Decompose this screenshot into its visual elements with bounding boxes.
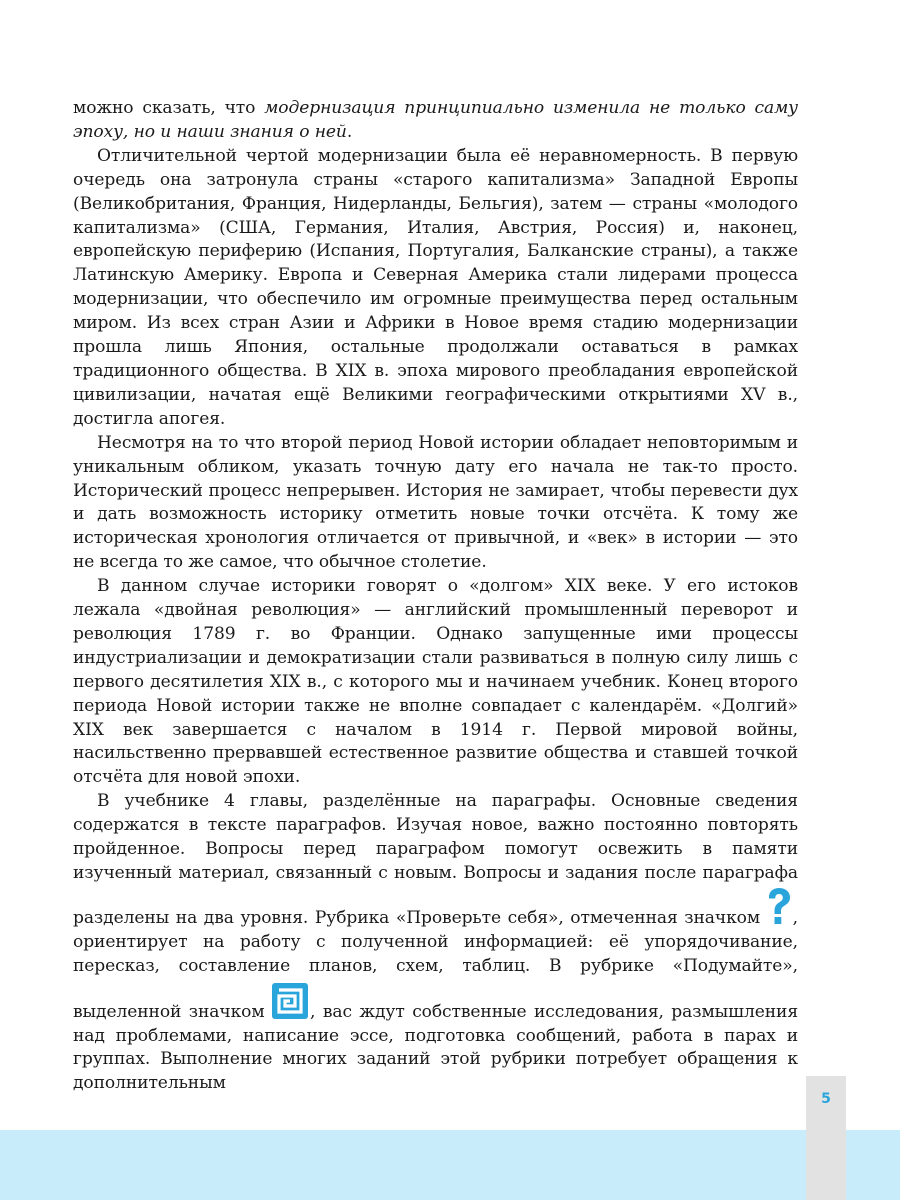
structure-text-c: , вас ждут собственные исследования, размышления над проблемами, написание эссе, подготовка сообщений, работа в парах и группах. Выполнение многих заданий этой рубрики потребует обращения к дополнительным <box>73 1001 798 1094</box>
paragraph-second-period: Несмотря на то что второй период Новой истории обладает неповторимым и уникальным обликом, указать точную дату его начала не так-то просто. Исторический процесс непрерывен. История не замирает, чтобы перевести дух и дать возможность историку отметить новые точки отсчёта. К тому же историческая хронология отличается от привычной, и «век» в истории — это не всегда то же самое, что обычное столетие. <box>73 432 798 573</box>
structure-text-a: В учебнике 4 главы, разделённые на параграфы. Основные сведения содержатся в тексте параграфов. Изучая новое, важно постоянно повторять пройденное. Вопросы перед параграфом помогут освежить в памяти изученный материал, связанный с новым. Вопросы и задания после параграфа разделены на два уровня. Рубрика «Проверьте себя», отмеченная значком <box>73 791 798 928</box>
intro-text-italic: модернизация принципиально изменила не только саму эпоху, но и наши знания о ней <box>73 98 798 142</box>
structure-text-b: , ориентирует на работу с полученной информацией: её упорядочивание, пересказ, составление планов, схем, таблиц. В рубрике «Подумайте», выделенной значком <box>73 907 798 1022</box>
bottom-band <box>0 1130 900 1200</box>
paragraph-long-century: В данном случае историки говорят о «долгом» XIX веке. У его истоков лежала «двойная революция» — английский промышленный переворот и революция 1789 г. во Франции. Однако запущенные ими процессы индустриализации и демократизации стали развиваться в полную силу лишь с первого десятилетия XIX в., с которого мы и начинаем учебник. Конец второго периода Новой истории также не вполне совпадает с календарём. «Долгий» XIX век завершается с началом в 1914 г. Первой мировой войны, насильственно прервавшей естественное развитие общества и ставшей точкой отсчёта для новой эпохи. <box>73 576 798 788</box>
paragraph-intro <box>73 97 798 145</box>
main-text <box>73 97 798 1096</box>
paragraph-textbook-structure <box>73 790 798 1096</box>
meander-spiral-icon <box>272 979 310 1019</box>
page-number: 5 <box>821 1091 831 1107</box>
paragraph-modernization: Отличительной чертой модернизации была её неравномерность. В первую очередь она затронула страны «старого капитализма» Западной Европы (Великобритания, Франция, Нидерланды, Бельгия), затем — страны «молодого капитализма» (США, Германия, Италия, Австрия, Россия) и, наконец, европейскую периферию (Испания, Португалия, Балканские страны), а также Латинскую Америку. Европа и Северная Америка стали лидерами процесса модернизации, что обеспечило им огромные преимущества перед остальным миром. Из всех стран Азии и Африки в Новое время стадию модернизации прошла лишь Япония, остальные продолжали оставаться в рамках традиционного общества. В XIX в. эпоха мирового преобладания европейской цивилизации, начатая ещё Великими географическими открытиями XV в., достигла апогея. <box>73 145 798 429</box>
question-mark-icon <box>767 886 793 926</box>
intro-text-start: можно сказать, что <box>73 98 265 118</box>
intro-text-end: . <box>346 121 353 142</box>
